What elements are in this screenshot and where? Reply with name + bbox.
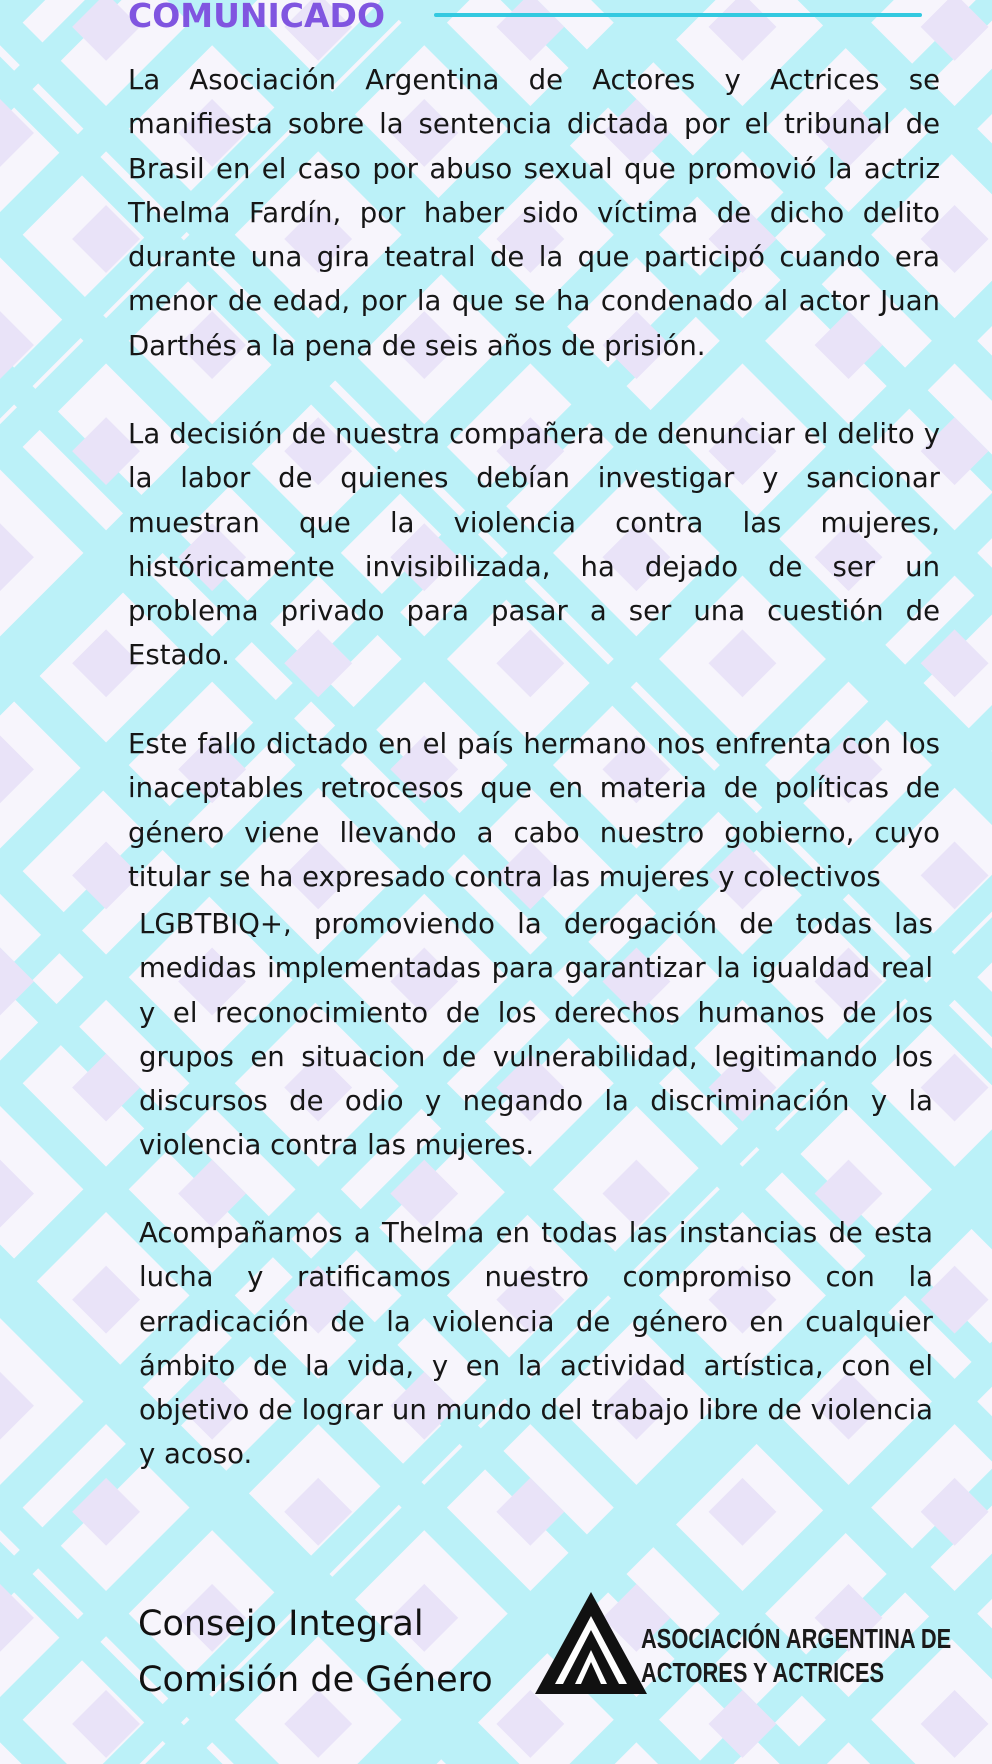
paragraph-lgbt: LGBTBIQ+, promoviendo la derogación de todas las medidas implementadas para garantizar la igualdad real y el reconocimiento de los derechos humanos de los grupos en situacion de vulnerabilidad, legitimando los discursos de odio y negando la discriminación y la violencia contra las mujeres. — [139, 908, 933, 1162]
paragraph-decision: La decisión de nuestra compañera de denunciar el delito y la labor de quienes debían investigar y sancionar muestran que la violencia contra las mujeres, históricamente invisibilizada, ha dejado de ser un problema privado para pasar a ser una cuestión de Estado. — [128, 418, 940, 672]
logo-wordmark — [641, 1622, 952, 1690]
page-title: COMUNICADO — [128, 0, 386, 35]
triangle-logo-icon — [533, 1590, 649, 1696]
paragraph-ruling: Este fallo dictado en el país hermano nos enfrenta con los inaceptables retrocesos que en materia de políticas de género viene llevando a cabo nuestro gobierno, cuyo titular se ha expresado contra las mujeres y colectivos — [128, 728, 940, 893]
signature-block — [138, 1596, 493, 1708]
paragraph-sentence: La Asociación Argentina de Actores y Actrices se manifiesta sobre la sentencia dictada por el tribunal de Brasil en el caso por abuso sexual que promovió la actriz Thelma Fardín, por haber sido víctima de dicho delito durante una gira teatral de la que participó cuando era menor de edad, por la que se ha condenado al actor Juan Darthés a la pena de seis años de prisión. — [128, 64, 940, 362]
signature-line-1: Consejo Integral — [138, 1604, 424, 1644]
logo-line-1: ASOCIACIÓN ARGENTINA DE — [641, 1623, 952, 1654]
logo-line-2: ACTORES Y ACTRICES — [641, 1657, 885, 1688]
signature-line-2: Comisión de Género — [138, 1660, 493, 1700]
title-rule — [434, 13, 922, 17]
paragraph-support: Acompañamos a Thelma en todas las instancias de esta lucha y ratificamos nuestro compromiso con la erradicación de la violencia de género en cualquier ámbito de la vida, y en la actividad artística, con el objetivo de lograr un mundo del trabajo libre de violencia y acoso. — [139, 1217, 933, 1471]
